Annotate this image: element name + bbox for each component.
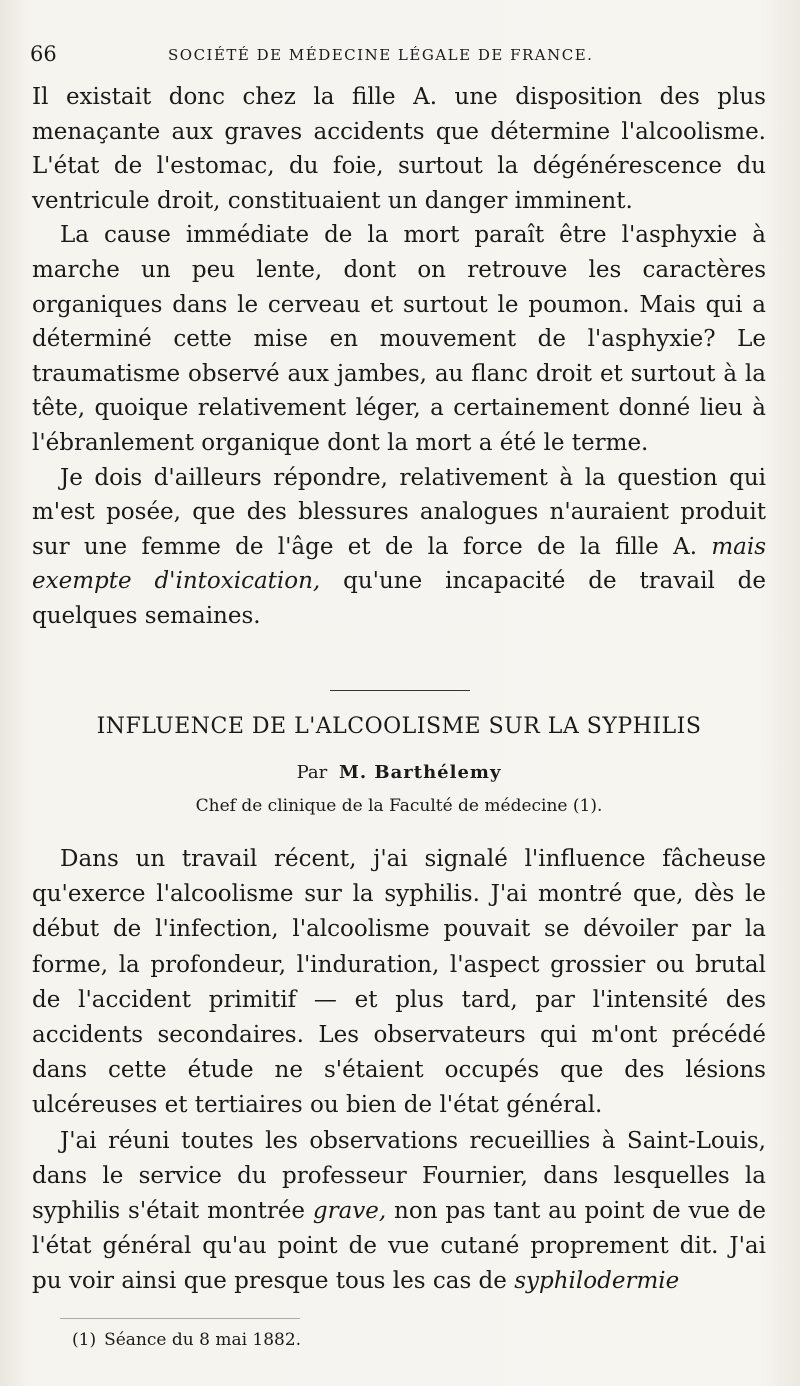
footnote-marker: (1) <box>72 1330 97 1350</box>
paragraph: Il existait donc chez la fille A. une disposition des plus menaçante aux graves accidents que détermine l'alcoolisme. L'état de l'estomac, du foie, surtout la dégénérescence du ventricule droit, constituaient un danger imminent. <box>32 84 766 214</box>
author-line <box>32 762 766 783</box>
article-title: INFLUENCE DE L'ALCOOLISME SUR LA SYPHILIS <box>96 714 702 739</box>
author-affiliation: Chef de clinique de la Faculté de médecine (1). <box>195 796 603 816</box>
paragraph: La cause immédiate de la mort paraît être l'asphyxie à marche un peu lente, dont on retrouve les caractères organiques dans le cerveau et surtout le poumon. Mais qui a déterminé cette mise en mouvement de l'asphyxie? Le traumatisme observé aux jambes, au flanc droit et surtout à la tête, quoique relativement léger, a certainement donné lieu à l'ébranlement organique dont la mort a été le terme. <box>32 222 766 456</box>
footnote-text: Séance du 8 mai 1882. <box>104 1330 302 1350</box>
by-label: Par <box>296 762 328 783</box>
paragraph-text: J'ai réuni toutes les observations recueillies à Saint-Louis, dans le service du professeur Fournier, dans lesquelles la syphilis s'était montrée <box>32 1127 766 1225</box>
paragraph: Dans un travail récent, j'ai signalé l'influence fâcheuse qu'exerce l'alcoolisme sur la syphilis. J'ai montré que, dès le début de l'infection, l'alcoolisme pouvait se dévoiler par la forme, la profondeur, l'induration, l'aspect grossier ou brutal de l'accident primitif — et plus tard, par l'intensité des accidents secondaires. Les observateurs qui m'ont précédé dans cette étude ne s'étaient occupés que des lésions ulcéreuses et tertiaires ou bien de l'état général. <box>32 846 766 1119</box>
paragraph <box>32 461 766 634</box>
paragraph-text: Je dois d'ailleurs répondre, relativement à la question qui m'est posée, que des blessures analogues n'auraient produit sur une femme de l'âge et de la force de la fille A. <box>32 464 766 560</box>
italic-word: syphilodermie <box>514 1268 680 1295</box>
running-title: SOCIÉTÉ DE MÉDECINE LÉGALE DE FRANCE. <box>168 46 594 64</box>
italic-phrase: mais exempte d'intoxication, <box>32 533 767 595</box>
previous-article-conclusion <box>32 80 766 634</box>
section-divider <box>330 690 470 691</box>
article-body <box>32 842 766 1300</box>
paragraph <box>32 1124 766 1300</box>
italic-word: grave, <box>312 1198 387 1225</box>
footnote <box>72 1330 301 1350</box>
author-name: M. Barthélemy <box>338 762 502 783</box>
footnote-divider <box>60 1318 300 1319</box>
paragraph-text: qu'une incapacité de travail de quelques semaines. <box>32 568 767 629</box>
running-head <box>30 42 770 64</box>
paragraph-text: non pas tant au point de vue de l'état général qu'au point de vue cutané proprement dit. J'ai pu voir ainsi que presque tous les cas de <box>32 1198 767 1295</box>
page-number: 66 <box>30 42 57 66</box>
